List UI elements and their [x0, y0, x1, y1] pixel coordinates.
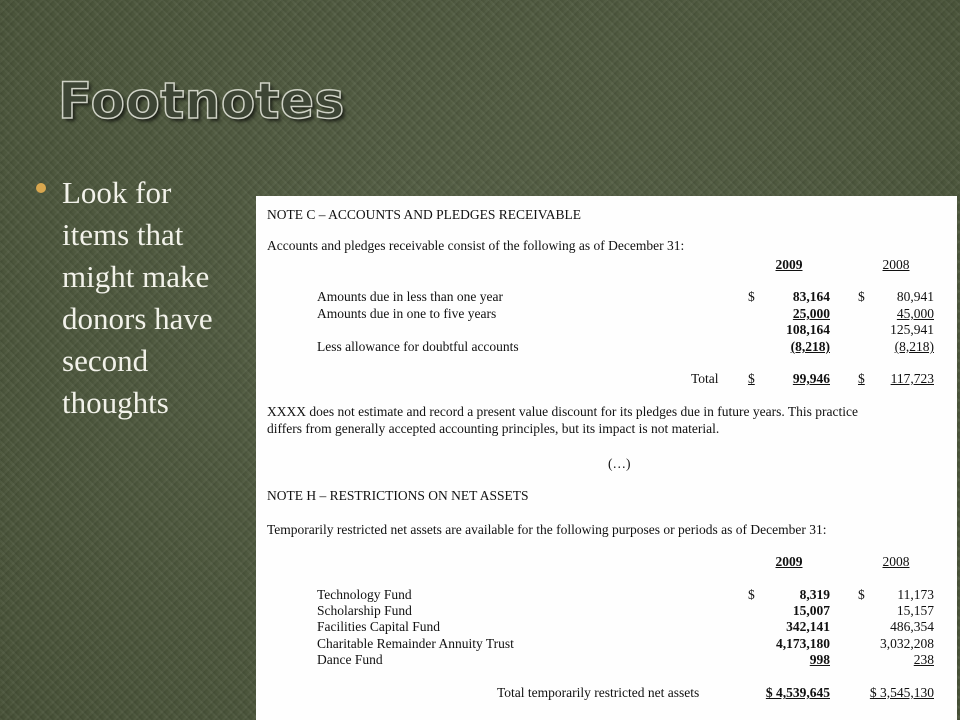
note-c-row-2009: 25,000 [792, 306, 830, 321]
bullet-dot-icon [36, 183, 46, 193]
note-c-allowance-2009: (8,218) [790, 339, 830, 354]
note-c-row-2008: 80,941 [896, 289, 934, 304]
note-h-row-2009: 8,319 [799, 587, 830, 602]
note-h-total-2009: $ 4,539,645 [765, 685, 830, 700]
note-h-col-2009: 2009 [775, 554, 803, 569]
bullet-text: Look for items that might make donors have second thoughts [62, 175, 213, 420]
note-h-total-2008: $ 3,545,130 [869, 685, 934, 700]
note-c-col-2009: 2009 [775, 257, 803, 272]
note-c-allowance-2008: (8,218) [894, 339, 934, 354]
note-h-row-2009: 4,173,180 [776, 636, 830, 651]
currency-symbol: $ [858, 587, 865, 602]
note-h-row-2008: 11,173 [897, 587, 934, 602]
note-h-intro: Temporarily restricted net assets are available for the following purposes or periods as of December 31: [267, 522, 827, 537]
note-c-paragraph-line1: XXXX does not estimate and record a present value discount for its pledges due in future years. This practice [267, 404, 858, 419]
note-c-subtotal-2009: 108,164 [786, 322, 830, 337]
note-h-row-label: Charitable Remainder Annuity Trust [317, 636, 514, 651]
currency-symbol: $ [748, 371, 755, 386]
note-c-row-2008: 45,000 [896, 306, 934, 321]
note-c-row-2009: 83,164 [792, 289, 830, 304]
note-c-col-2008: 2008 [882, 257, 910, 272]
note-h-row-2009: 342,141 [786, 619, 830, 634]
currency-symbol: $ [858, 371, 865, 386]
note-h-row-label: Scholarship Fund [317, 603, 412, 618]
note-h-row-2008: 15,157 [896, 603, 934, 618]
note-h-row-2009: 998 [809, 652, 830, 667]
note-h-heading: NOTE H – RESTRICTIONS ON NET ASSETS [267, 488, 529, 503]
note-c-total-2009: 99,946 [792, 371, 830, 386]
note-h-row-2009: 15,007 [792, 603, 830, 618]
note-h-total-label: Total temporarily restricted net assets [497, 685, 700, 700]
note-h-row-2008: 3,032,208 [880, 636, 934, 651]
note-c-allowance-label: Less allowance for doubtful accounts [317, 339, 519, 354]
ellipsis: (…) [608, 456, 631, 471]
note-h-row-label: Facilities Capital Fund [317, 619, 440, 634]
note-c-paragraph-line2: differs from generally accepted accounting principles, but its impact is not material. [267, 421, 720, 436]
bullet-list [36, 172, 246, 424]
note-h-row-label: Technology Fund [317, 587, 412, 602]
note-c-intro: Accounts and pledges receivable consist of the following as of December 31: [267, 238, 685, 253]
note-c-subtotal-2008: 125,941 [890, 322, 934, 337]
note-c-heading: NOTE C – ACCOUNTS AND PLEDGES RECEIVABLE [267, 207, 582, 222]
note-c-row-label: Amounts due in one to five years [317, 306, 497, 321]
financial-statement-excerpt [256, 196, 957, 720]
note-h-row-label: Dance Fund [317, 652, 383, 667]
note-h-row-2008: 238 [913, 652, 934, 667]
currency-symbol: $ [858, 289, 865, 304]
note-h-col-2008: 2008 [882, 554, 910, 569]
note-c-row-label: Amounts due in less than one year [317, 289, 503, 304]
note-c-total-2008: 117,723 [890, 371, 934, 386]
slide-title: Footnotes [58, 72, 345, 130]
note-c-total-label: Total [691, 371, 719, 386]
note-h-row-2008: 486,354 [890, 619, 934, 634]
currency-symbol: $ [748, 289, 755, 304]
currency-symbol: $ [748, 587, 755, 602]
